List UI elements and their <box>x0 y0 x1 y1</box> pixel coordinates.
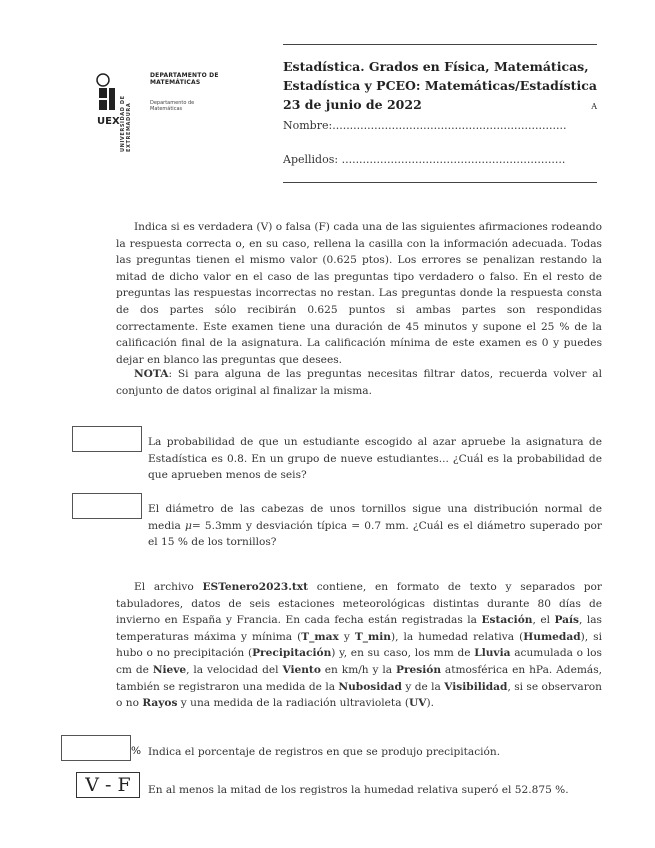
var-rayos: Rayos <box>142 697 178 710</box>
text-fragment: , la velocidad del <box>186 663 283 676</box>
question-2: El diámetro de las cabezas de unos tornillos sigue una distribución normal de media μ= 5.3mm y desviación típica = 0.7 mm. ¿Cuál es el diámetro superado por el 15 % de los tornillos? <box>148 503 602 549</box>
var-tmin: T_min <box>354 630 391 643</box>
true-false-selector[interactable]: V - F <box>76 772 140 798</box>
text-fragment: contiene, en formato de texto y separados por tabuladores, datos de seis estaciones meteorológicas distintas durante 80 días de invierno en España y Francia. En cada fecha están registradas la <box>116 581 602 627</box>
surname-dots: ................................................................ <box>341 153 566 166</box>
text-fragment: El archivo <box>134 581 203 593</box>
var-tmax: T_max <box>301 630 339 643</box>
department-name: DEPARTAMENTO DE MATEMÁTICAS <box>150 72 219 86</box>
exam-title-text: Estadística. Grados en Física, Matemáticas, Estadística y PCEO: Matemáticas/Estadística <box>283 59 597 93</box>
answer-box-q1[interactable] <box>72 426 142 452</box>
var-uv: UV <box>409 697 427 710</box>
var-pais: País <box>554 614 579 627</box>
instructions-paragraph: Indica si es verdadera (V) o falsa (F) cada una de las siguientes afirmaciones rodeando la respuesta correcta o, en su caso, rellena la casilla con la información adecuada. Todas las preguntas tienen el mismo valor (0.625 ptos). Los errores se penalizan restando la mitad de dicho valor en el caso de las preguntas tipo verdadero o falso. En el resto de preguntas las respuestas incorrectas no restan. Las preguntas donde la respuesta consta de dos partes sólo recibirán 0.625 puntos si ambas partes son respondidas correctamente. Este examen tiene una duración de 45 minutos y supone el 25 % de la calificación final de la asignatura. La calificación mínima de este examen es 0 y puedes dejar en blanco las preguntas que desees. <box>116 221 602 366</box>
logo-text: UEX <box>97 116 120 127</box>
surname-label: Apellidos: <box>283 153 339 166</box>
name-dots: ................................................................... <box>332 119 567 132</box>
exam-version: A <box>591 102 597 111</box>
var-viento: Viento <box>282 663 321 676</box>
text-fragment: , las temperaturas máxima y mínima ( <box>116 614 602 643</box>
text-fragment: ) y, en su caso, los mm de <box>331 647 475 660</box>
university-logo-icon <box>96 72 122 132</box>
dataset-filename: ESTenero2023.txt <box>202 581 308 593</box>
text-fragment: y de la <box>401 680 445 693</box>
var-presion: Presión <box>395 663 442 676</box>
text-fragment: ), la humedad relativa ( <box>390 630 524 643</box>
exam-header <box>283 44 597 183</box>
dataset-description <box>116 579 602 712</box>
text-fragment: en km/h y la <box>320 663 396 676</box>
answer-box-q2[interactable] <box>72 493 142 519</box>
name-field[interactable] <box>283 118 597 134</box>
text-fragment: atmosférica en hPa. Además, también se registraron una medida de la <box>116 663 603 693</box>
var-lluvia: Lluvia <box>474 647 511 660</box>
name-label: Nombre: <box>283 119 333 132</box>
text-fragment: y una medida de la radiación ultravioleta ( <box>177 697 410 710</box>
surname-field[interactable] <box>283 152 597 168</box>
text-fragment: ). <box>426 697 434 710</box>
var-humedad: Humedad <box>523 630 581 643</box>
university-name-vertical: UNIVERSIDAD DE EXTREMADURA <box>120 95 132 152</box>
var-nubosidad: Nubosidad <box>338 680 402 693</box>
note-paragraph <box>116 366 602 399</box>
note-label: NOTA <box>134 368 169 380</box>
department-logo-block <box>96 52 266 152</box>
header-top-rule <box>283 44 597 45</box>
var-precipitacion: Precipitación <box>252 647 332 660</box>
note-text: : Si para alguna de las preguntas necesitas filtrar datos, recuerda volver al conjunto de datos original al finalizar la misma. <box>116 368 602 397</box>
answer-box-q3[interactable] <box>61 735 131 761</box>
var-nieve: Nieve <box>152 663 187 676</box>
var-visibilidad: Visibilidad <box>444 680 508 693</box>
question-4: En al menos la mitad de los registros la humedad relativa superó el 52.875 %. <box>148 784 569 796</box>
exam-date: 23 de junio de 2022 <box>283 97 422 112</box>
percent-unit: % <box>131 745 142 757</box>
header-bottom-rule <box>283 182 597 183</box>
text-fragment: y <box>338 630 355 643</box>
text-fragment: ), si hubo o no precipitación ( <box>116 630 602 660</box>
department-subtitle: Departamento de Matemáticas <box>150 100 195 112</box>
question-3: Indica el porcentaje de registros en que se produjo precipitación. <box>148 746 501 758</box>
question-1: La probabilidad de que un estudiante escogido al azar apruebe la asignatura de Estadística es 0.8. En un grupo de nueve estudiantes... ¿Cuál es la probabilidad de que aprueben menos de seis? <box>148 436 602 482</box>
text-fragment: , el <box>532 614 555 627</box>
var-estacion: Estación <box>481 614 533 627</box>
text-fragment: , si se observaron o no <box>116 680 602 710</box>
exam-title <box>283 57 597 114</box>
text-fragment: acumulada o los cm de <box>116 647 602 676</box>
